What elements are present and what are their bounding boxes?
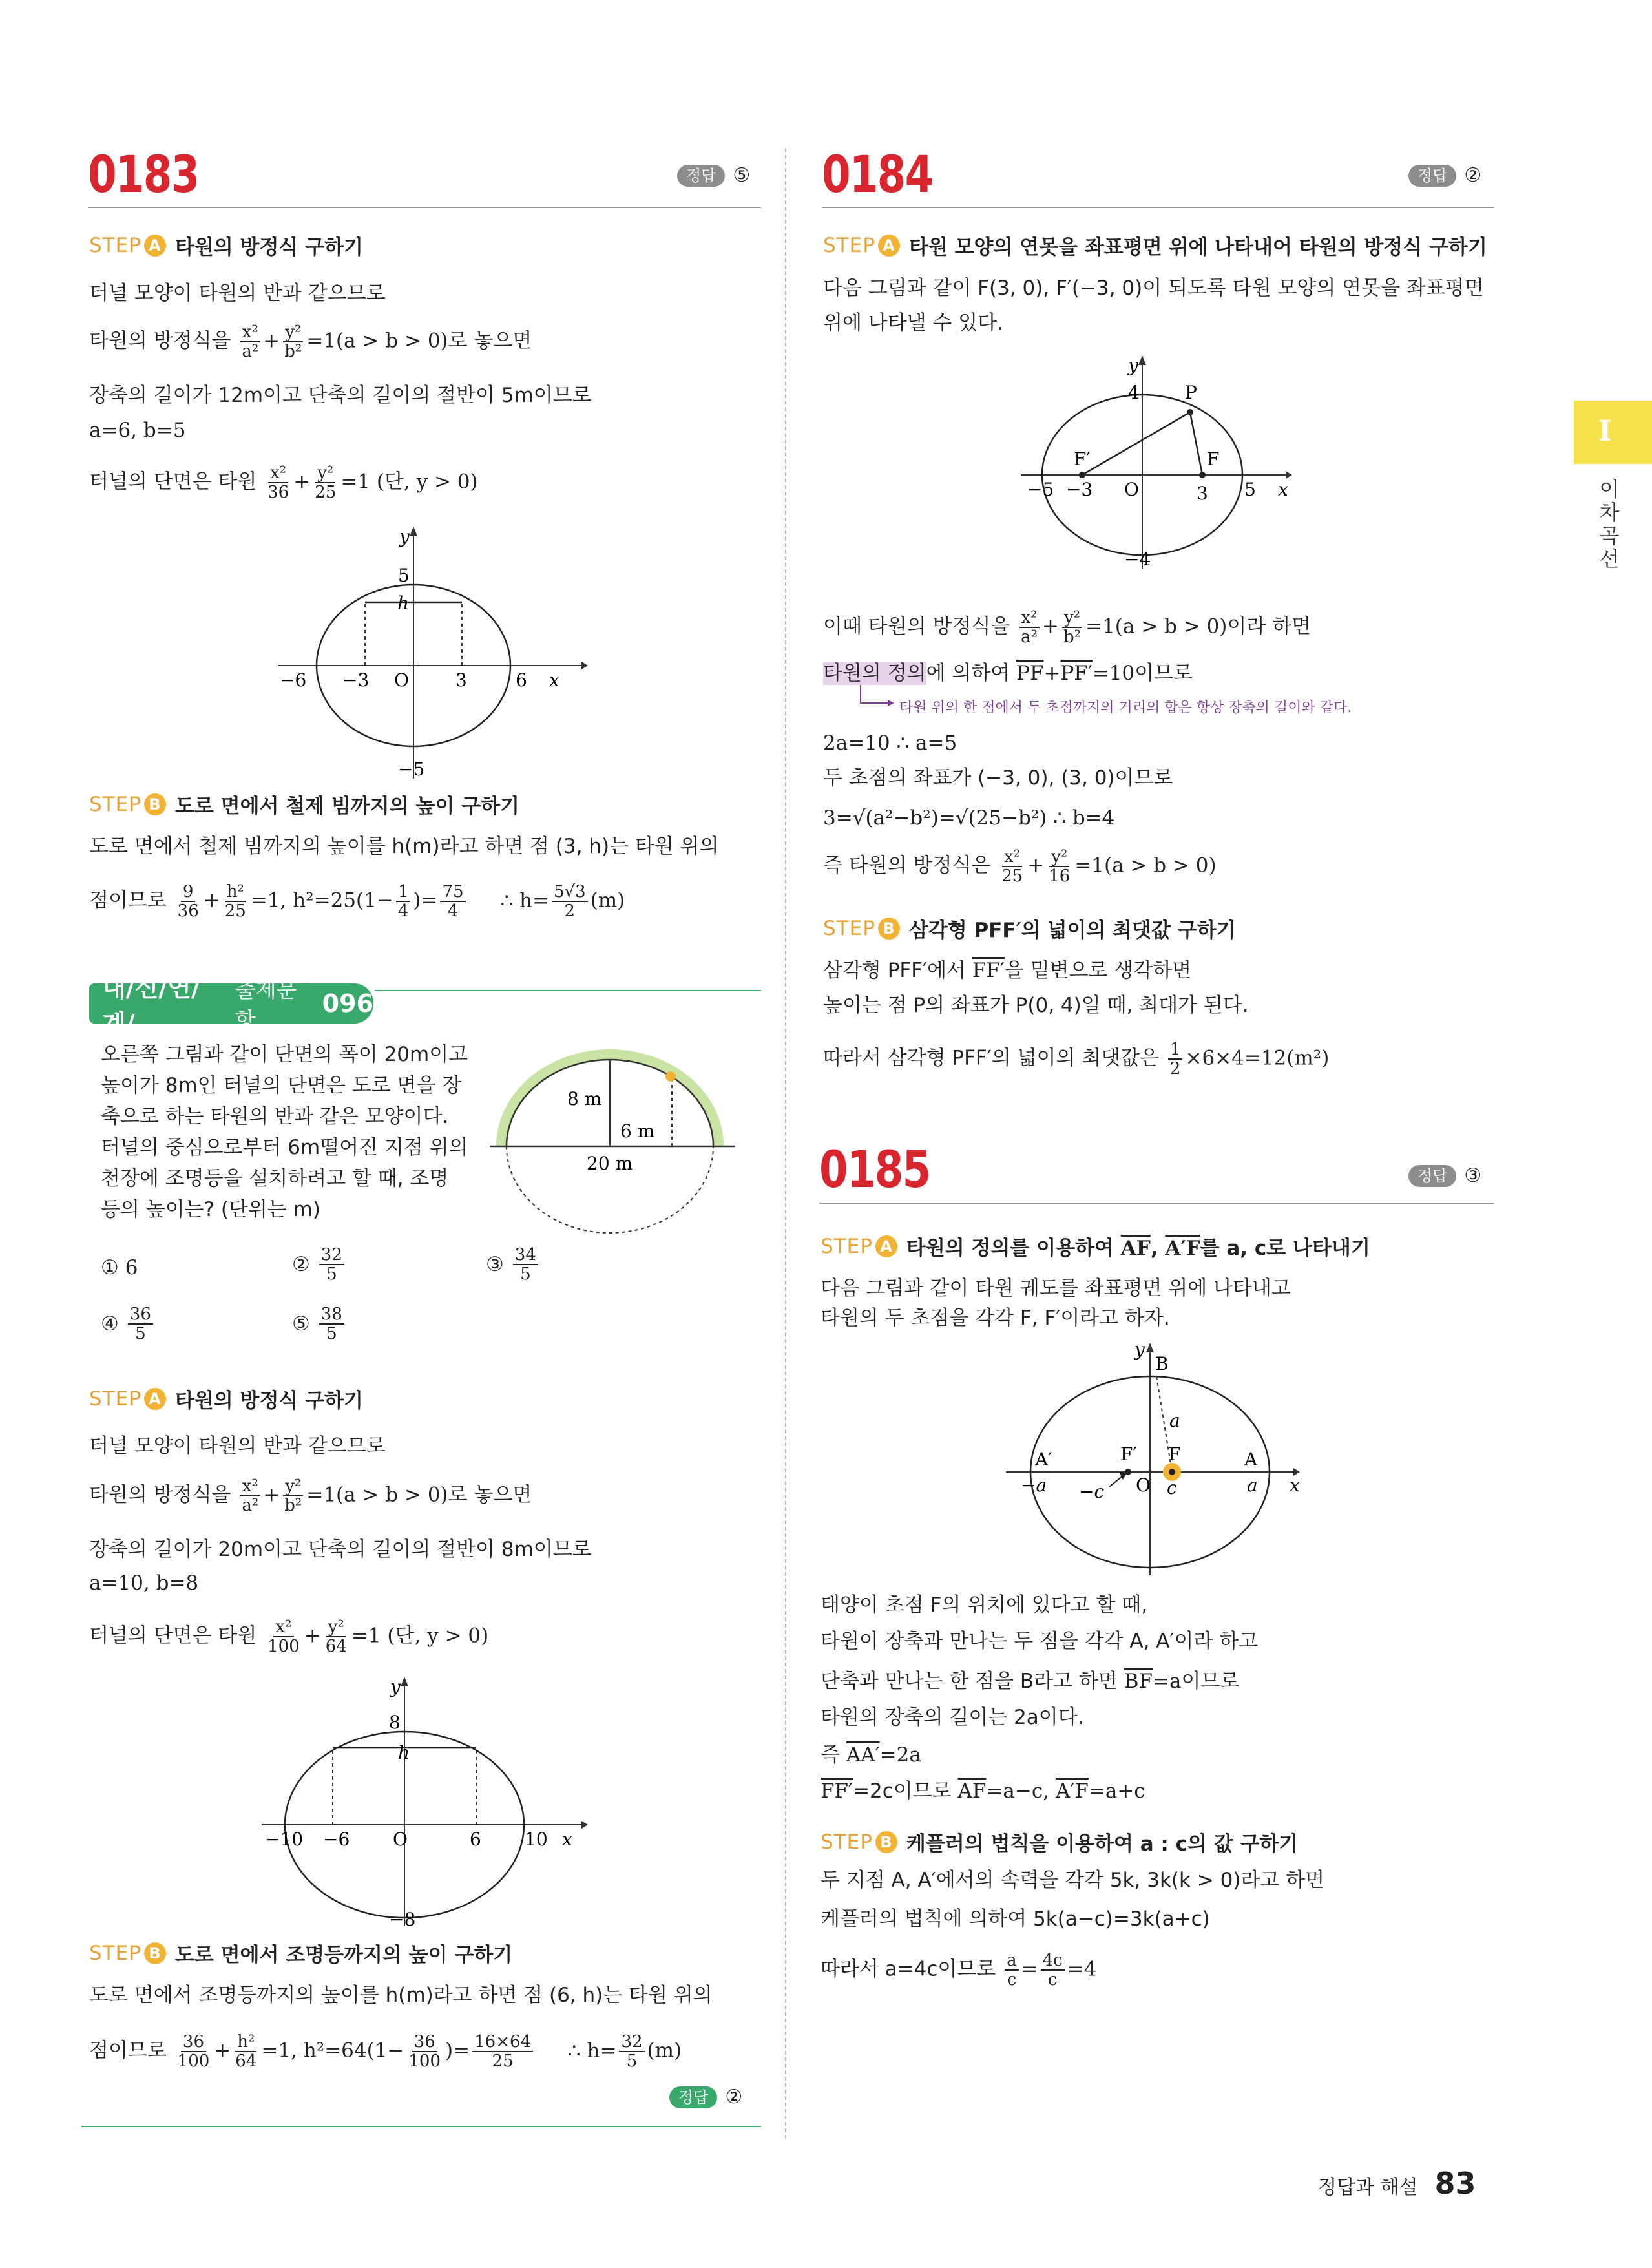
label-8m: 8 m: [567, 1088, 602, 1109]
highlight-term: 타원의 정의: [823, 662, 926, 685]
equation-line: 타원의 방정식을 $\frac{\text{x²}}{\text{a²}}$ + $\frac{\text{y²}}{\text{b²}}$ =1(a > b > 0)로 놓으면: [89, 322, 532, 361]
label-y: y: [1134, 1339, 1145, 1360]
answer-pill: 정답: [1408, 1165, 1456, 1187]
choice-3[interactable]: ③ $\frac{34}{5}$: [486, 1246, 541, 1283]
point-fp: [1079, 472, 1085, 478]
answer-value: ②: [725, 2086, 743, 2108]
pointer-arrow: [1109, 1476, 1123, 1487]
text-line: 도로 면에서 철제 빔까지의 높이를 h(m)라고 하면 점 (3, h)는 타원 위의: [89, 835, 719, 858]
header-rule: [822, 207, 1494, 208]
step-title: 타원의 방정식 구하기: [174, 236, 364, 259]
label-a-point: A: [1244, 1449, 1258, 1470]
chapter-label: 이차곡선: [1596, 478, 1620, 571]
answer-0184: [1408, 164, 1481, 187]
label-y: y: [390, 1676, 401, 1697]
text-line: 두 초점의 좌표가 (−3, 0), (3, 0)이므로: [823, 766, 1173, 790]
step-badge: A: [144, 235, 166, 257]
label-4: 4: [1128, 382, 1140, 403]
step-b-0183: [89, 790, 519, 819]
label-m3: −3: [1066, 479, 1093, 500]
header-rule: [819, 1203, 1494, 1204]
question-line: 높이가 8m인 터널의 단면은 도로 면을 장: [101, 1074, 462, 1097]
choice-2[interactable]: ② $\frac{32}{5}$: [292, 1246, 347, 1283]
label-fp: F′: [1120, 1444, 1137, 1465]
segment-fp-p: [1082, 412, 1190, 475]
step-badge: A: [878, 235, 900, 257]
equation-line: 점이므로 $\frac{36}{100}$ + $\frac{\text{h²}}{64}$ =1, h²=64(1− $\frac{36}{100}$ )= $\frac{16\times 64}{25}$ ∴ h= $\frac{32}{5}$ (m): [89, 2032, 682, 2071]
label-3: 3: [455, 669, 467, 691]
label-m6: −6: [323, 1829, 350, 1850]
label-h: h: [397, 593, 410, 614]
text-line: 타원의 장축의 길이는 2a이다.: [821, 1706, 1084, 1729]
text-line: 터널 모양이 타원의 반과 같으므로: [89, 1434, 386, 1458]
problem-number-0183: 0183: [88, 146, 199, 204]
label-o: O: [393, 1829, 408, 1850]
tunnel-figure: [483, 1040, 742, 1241]
step-b-0184: [823, 914, 1236, 943]
label-o: O: [1136, 1475, 1151, 1496]
step-a-0183: [89, 231, 363, 260]
text-line: 도로 면에서 조명등까지의 높이를 h(m)라고 하면 점 (6, h)는 타원 위의: [89, 1984, 713, 2007]
text-line: 두 지점 A, A′에서의 속력을 각각 5k, 3k(k > 0)라고 하면: [821, 1869, 1325, 1892]
text-line: a=10, b=8: [89, 1571, 199, 1595]
label-8: 8: [389, 1712, 401, 1733]
step-a-0185: [821, 1232, 1370, 1261]
step-title: 타원 모양의 연못을 좌표평면 위에 나타내어 타원의 방정식 구하기: [908, 236, 1487, 259]
naeshin-label: 내/신/연/계/: [102, 974, 200, 1038]
step-tag: STEP B: [821, 1831, 897, 1854]
answer-value: ⑤: [733, 164, 751, 187]
label-6: 6: [516, 669, 527, 691]
equation-line: 이때 타원의 방정식을 $\frac{\text{x²}}{\text{a²}}$ + $\frac{\text{y²}}{\text{b²}}$ =1(a > b > 0)이라 하면: [823, 608, 1312, 647]
answer-096: [669, 2086, 742, 2108]
step-a-096: [89, 1384, 363, 1413]
problem-number-0185: 0185: [819, 1141, 930, 1199]
equation-line: 따라서 삼각형 PFF′의 넓이의 최댓값은 $\frac{1}{2}$ ×6×4=12(m²): [823, 1040, 1330, 1078]
text-line: 타원의 두 초점을 각각 F, F′이라고 하자.: [821, 1307, 1170, 1330]
label-m6: −6: [280, 669, 307, 691]
naeshin-banner: [89, 974, 373, 1038]
section-end-rule: [81, 2126, 761, 2127]
chapter-number: I: [1598, 415, 1612, 448]
question-line: 터널의 중심으로부터 6m떨어진 지점 위의: [101, 1136, 468, 1159]
step-title: 케플러의 법칙을 이용하여 a : c의 값 구하기: [906, 1832, 1299, 1856]
step-b-0185: [821, 1827, 1298, 1856]
label-5: 5: [398, 565, 410, 586]
step-tag: STEP A: [89, 234, 166, 257]
step-badge: B: [144, 793, 166, 815]
label-x: x: [562, 1829, 572, 1850]
question-line: 축으로 하는 타원의 반과 같은 모양이다.: [101, 1105, 449, 1128]
step-badge: A: [144, 1388, 166, 1410]
question-line: 등의 높이는? (단위는 m): [101, 1198, 320, 1221]
orbit-figure-0185: [1003, 1336, 1319, 1582]
lamp-dot: [665, 1071, 676, 1082]
equation-line: 즉 타원의 방정식은 $\frac{\text{x²}}{25}$ + $\frac{\text{y²}}{16}$ =1(a > b > 0): [823, 847, 1217, 886]
step-title: 타원의 방정식 구하기: [174, 1389, 364, 1412]
choice-5[interactable]: ⑤ $\frac{38}{5}$: [292, 1305, 347, 1343]
label-5: 5: [1244, 479, 1256, 500]
step-badge: B: [144, 1942, 166, 1964]
text-line: 즉 AA′=2a: [821, 1743, 921, 1767]
label-f: F: [1207, 448, 1220, 470]
answer-0183: [677, 164, 750, 187]
naeshin-number: 096: [322, 989, 373, 1018]
step-badge: B: [875, 1831, 897, 1853]
segment-p-f: [1190, 412, 1202, 475]
problem-number-0184: 0184: [822, 146, 933, 204]
label-m4: −4: [1124, 549, 1151, 570]
label-h: h: [398, 1742, 410, 1763]
label-mc: −c: [1079, 1481, 1105, 1502]
column-divider: [785, 149, 786, 2139]
equation-line: 따라서 a=4c이므로 $\frac{a}{c}$ = $\frac{4c}{c}$ =4: [821, 1951, 1097, 1990]
equation-line: 터널의 단면은 타원 $\frac{\text{x²}}{100}$ + $\frac{\text{y²}}{64}$ =1 (단, y > 0): [89, 1617, 489, 1656]
ellipse-figure-0183: [278, 523, 588, 782]
y-axis-arrow: [1146, 1343, 1154, 1352]
text-line: a=6, b=5: [89, 419, 186, 442]
text-line: 케플러의 법칙에 의하여 5k(a−c)=3k(a+c): [821, 1907, 1210, 1931]
label-ap: A′: [1035, 1449, 1052, 1470]
label-m10: −10: [265, 1829, 304, 1850]
label-fp: F′: [1074, 448, 1091, 470]
label-ma: −a: [1021, 1475, 1047, 1496]
label-m3: −3: [342, 669, 370, 691]
step-tag: STEP A: [823, 234, 900, 257]
equation-line: 타원의 방정식을 $\frac{\text{x²}}{\text{a²}}$ + $\frac{\text{y²}}{\text{b²}}$ =1(a > b > 0)로 놓으면: [89, 1476, 532, 1515]
step-tag: STEP A: [821, 1235, 897, 1258]
text-line: 다음 그림과 같이 F(3, 0), F′(−3, 0)이 되도록 타원 모양의 연못을 좌표평면: [823, 277, 1484, 300]
step-tag: STEP A: [89, 1387, 166, 1411]
label-b: B: [1155, 1353, 1169, 1374]
question-line: 천장에 조명등을 설치하려고 할 때, 조명: [101, 1167, 449, 1190]
text-line: 타원이 장축과 만나는 두 점을 각각 A, A′이라 하고: [821, 1630, 1259, 1653]
y-axis-arrow: [401, 1677, 408, 1686]
text-line: 3=√(a²−b²)=√(25−b²) ∴ b=4: [823, 806, 1115, 830]
choice-1[interactable]: ① 6: [101, 1256, 138, 1279]
label-c: c: [1167, 1477, 1177, 1498]
ellipse-figure-0184: [1014, 352, 1312, 578]
step-title: 도로 면에서 철제 빔까지의 높이 구하기: [174, 795, 520, 818]
answer-0185: [1408, 1164, 1481, 1187]
naeshin-sub: 출제문항: [235, 977, 297, 1033]
point-f: [1199, 472, 1206, 478]
label-10: 10: [525, 1829, 548, 1850]
step-title: 도로 면에서 조명등까지의 높이 구하기: [174, 1944, 513, 1967]
x-axis-arrow: [1286, 471, 1292, 479]
definition-note: 타원 위의 한 점에서 두 초점까지의 거리의 합은 항상 장축의 길이와 같다.: [899, 700, 1352, 716]
text-line: 타원의 정의에 의하여 $\overline{PF}+PF'=10$이므로: [823, 662, 1193, 685]
step-tag: STEP B: [89, 793, 166, 816]
equation-line: 터널의 단면은 타원 $\frac{\text{x²}}{36}$ + $\frac{\text{y²}}{25}$ =1 (단, y > 0): [89, 463, 478, 502]
text-line: 태양이 초점 F의 위치에 있다고 할 때,: [821, 1593, 1148, 1617]
ellipse-figure-096: [258, 1674, 594, 1932]
text-line: FF′=2c이므로 $\overline{AF}=a-c$, A′F=a+c: [821, 1780, 1145, 1803]
step-title: 타원의 정의를 이용하여 $\overline{AF}$, A′F를 a, c로 나타내기: [906, 1237, 1370, 1260]
choice-4[interactable]: ④ $\frac{36}{5}$: [101, 1305, 156, 1343]
step-b-096: [89, 1938, 512, 1968]
answer-pill: 정답: [677, 165, 725, 187]
page-footer: [1318, 2166, 1476, 2201]
note-arrow-icon: [857, 684, 895, 709]
text-line: 위에 나타낼 수 있다.: [823, 311, 1003, 335]
label-p: P: [1185, 382, 1197, 403]
step-tag: STEP B: [89, 1942, 166, 1965]
label-y: y: [1128, 355, 1138, 376]
label-y: y: [399, 526, 410, 547]
label-o: O: [394, 669, 409, 691]
answer-pill: 정답: [669, 2086, 717, 2108]
step-a-0184: [823, 231, 1487, 260]
label-m5: −5: [1027, 479, 1054, 500]
text-line: 단축과 만나는 한 점을 B라고 하면 $\overline{BF}=a$이므로: [821, 1670, 1240, 1693]
x-axis-arrow: [581, 1821, 588, 1829]
label-a: a: [1169, 1410, 1180, 1431]
label-pa: a: [1247, 1475, 1258, 1496]
label-20m: 20 m: [587, 1153, 633, 1174]
y-axis-arrow: [1138, 355, 1146, 365]
text-line: 2a=10 ∴ a=5: [823, 731, 957, 755]
equation-line: 점이므로 $\frac{9}{36}$ + $\frac{\text{h²}}{25}$ =1, h²=25(1− $\frac{1}{4}$ )= $\frac{75}{4}$ ∴ h= $\frac{5√3}{2}$ (m): [89, 882, 625, 921]
y-axis-arrow: [410, 527, 417, 536]
step-title: 삼각형 PFF′의 넓이의 최댓값 구하기: [908, 919, 1236, 942]
label-3: 3: [1197, 483, 1208, 504]
label-x: x: [1278, 479, 1288, 500]
text-line: 삼각형 PFF′에서 FF′을 밑변으로 생각하면: [823, 959, 1192, 982]
answer-value: ②: [1464, 164, 1482, 187]
label-m5: −5: [398, 759, 425, 780]
label-x: x: [1290, 1475, 1300, 1496]
footer-label: 정답과 해설: [1318, 2176, 1418, 2199]
label-6: 6: [470, 1829, 481, 1850]
text-line: 다음 그림과 같이 타원 궤도를 좌표평면 위에 나타내고: [821, 1277, 1291, 1300]
answer-pill: 정답: [1408, 165, 1456, 187]
label-o: O: [1124, 479, 1139, 500]
label-f: F: [1168, 1444, 1181, 1465]
answer-value: ③: [1464, 1164, 1482, 1187]
step-tag: STEP B: [823, 917, 900, 940]
point-p: [1187, 409, 1193, 415]
label-x: x: [549, 669, 559, 691]
text-line: 장축의 길이가 20m이고 단축의 길이의 절반이 8m이므로: [89, 1538, 592, 1561]
label-m8: −8: [389, 1909, 416, 1930]
label-6m: 6 m: [620, 1120, 655, 1142]
text-line: 장축의 길이가 12m이고 단축의 길이의 절반이 5m이므로: [89, 384, 592, 407]
text-line: 높이는 점 P의 좌표가 P(0, 4)일 때, 최대가 된다.: [823, 994, 1249, 1017]
banner-rule: [375, 990, 761, 991]
point-f: [1169, 1469, 1175, 1475]
header-rule: [88, 207, 761, 208]
question-line: 오른쪽 그림과 같이 단면의 폭이 20m이고: [101, 1043, 468, 1066]
step-badge: B: [878, 918, 900, 940]
chapter-tab: [1574, 401, 1652, 464]
text-line: 터널 모양이 타원의 반과 같으므로: [89, 282, 386, 305]
x-axis-arrow: [581, 662, 588, 669]
step-badge: A: [875, 1235, 897, 1257]
page-number: 83: [1434, 2166, 1476, 2201]
